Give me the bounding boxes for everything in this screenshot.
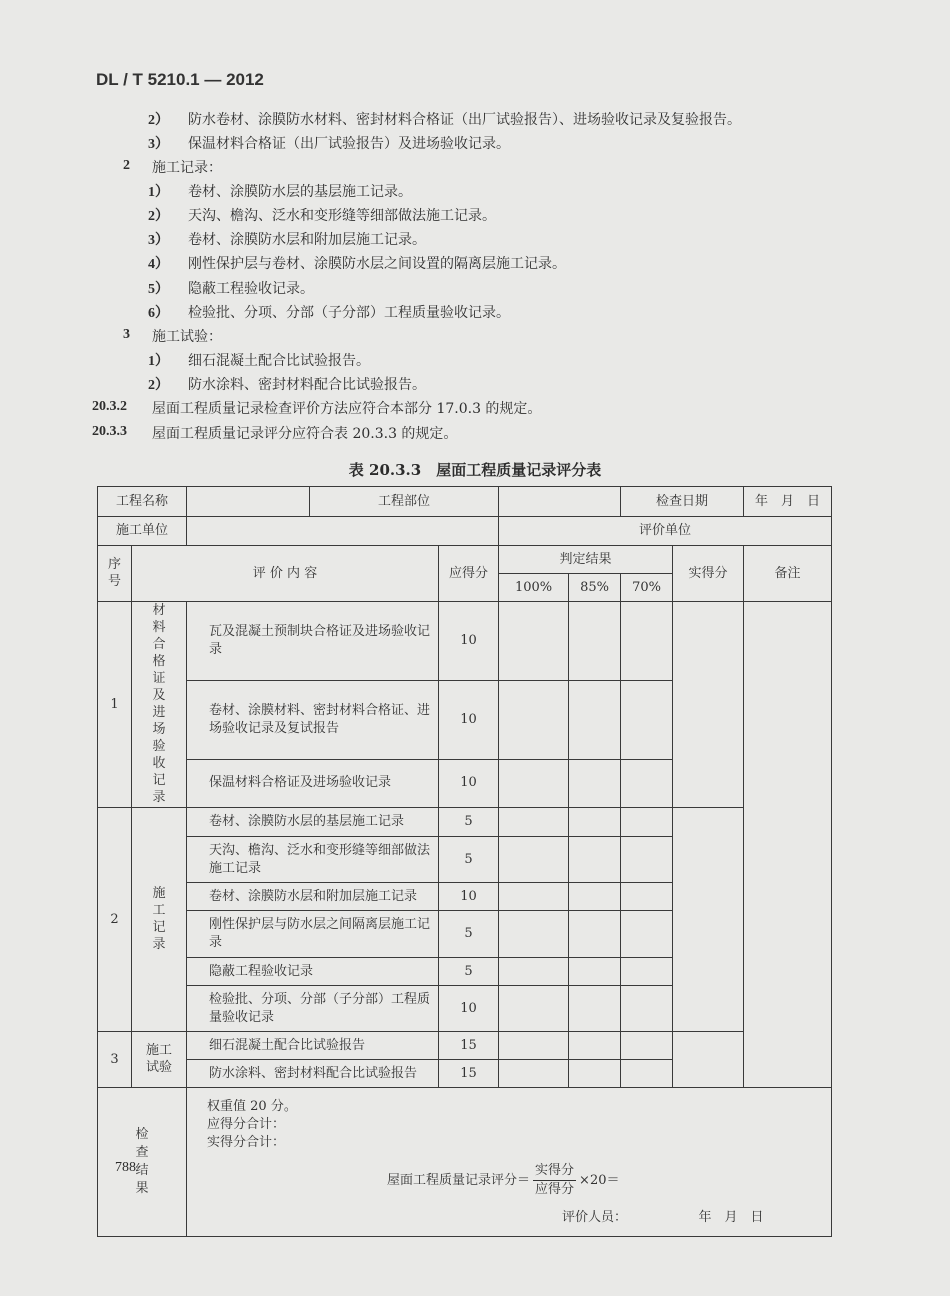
item-score: 5 bbox=[439, 837, 499, 883]
line-text: 施工记录： bbox=[152, 160, 222, 176]
item-score: 5 bbox=[439, 958, 499, 986]
line-number: 20.3.3 bbox=[92, 424, 127, 439]
line-number: 2 bbox=[123, 158, 130, 173]
col-seq: 序号 bbox=[98, 546, 132, 602]
line-text: 刚性保护层与卷材、涂膜防水层之间设置的隔离层施工记录。 bbox=[188, 256, 566, 272]
line-text: 保温材料合格证（出厂试验报告）及进场验收记录。 bbox=[188, 136, 510, 152]
text-line bbox=[123, 326, 222, 345]
evaluator-sign: 评价人员： 年 月 日 bbox=[562, 1210, 764, 1225]
score-table bbox=[97, 486, 832, 1237]
line-text: 天沟、檐沟、泛水和变形缝等细部做法施工记录。 bbox=[188, 208, 496, 224]
item-score: 10 bbox=[439, 759, 499, 807]
line-number: 3） bbox=[148, 233, 169, 248]
line-text: 防水卷材、涂膜防水材料、密封材料合格证（出厂试验报告）、进场验收记录及复验报告。 bbox=[188, 112, 741, 128]
line-number: 2） bbox=[148, 113, 169, 128]
col-actual: 实得分 bbox=[673, 546, 744, 602]
line-number: 3 bbox=[123, 327, 130, 342]
line-text: 施工试验： bbox=[152, 329, 222, 345]
line-text: 细石混凝土配合比试验报告。 bbox=[188, 353, 370, 369]
item-text: 瓦及混凝土预制块合格证及进场验收记录 bbox=[187, 602, 439, 681]
note-cell bbox=[744, 602, 832, 1088]
text-line bbox=[148, 350, 370, 370]
text-line bbox=[148, 205, 496, 225]
item-score: 10 bbox=[439, 680, 499, 759]
group-seq: 3 bbox=[98, 1032, 132, 1088]
should-total: 应得分合计： bbox=[207, 1117, 286, 1132]
text-line bbox=[92, 423, 458, 442]
project-part-value bbox=[499, 487, 621, 517]
project-name-value bbox=[187, 487, 499, 517]
item-score: 15 bbox=[439, 1032, 499, 1060]
line-text: 卷材、涂膜防水层和附加层施工记录。 bbox=[188, 232, 426, 248]
col-note: 备注 bbox=[744, 546, 832, 602]
actual-cell bbox=[673, 602, 744, 808]
line-number: 20.3.2 bbox=[92, 399, 127, 414]
text-line bbox=[148, 229, 426, 249]
item-text: 卷材、涂膜防水层的基层施工记录 bbox=[187, 808, 439, 837]
check-date-value: 年 月 日 bbox=[744, 487, 832, 517]
check-date-label: 检查日期 bbox=[621, 487, 744, 517]
text-line bbox=[148, 374, 426, 394]
item-text: 防水涂料、密封材料配合比试验报告 bbox=[187, 1060, 439, 1088]
line-text: 卷材、涂膜防水层的基层施工记录。 bbox=[188, 184, 412, 200]
col-85: 85% bbox=[569, 574, 621, 602]
item-text: 卷材、涂膜防水层和附加层施工记录 bbox=[187, 883, 439, 911]
table-caption: 表 20.3.3 屋面工程质量记录评分表 bbox=[348, 461, 602, 479]
item-score: 10 bbox=[439, 602, 499, 681]
item-score: 10 bbox=[439, 883, 499, 911]
item-text: 天沟、檐沟、泛水和变形缝等细部做法施工记录 bbox=[187, 837, 439, 883]
actual-cell bbox=[673, 808, 744, 1032]
item-score: 10 bbox=[439, 986, 499, 1032]
page-number: 788 bbox=[115, 1160, 136, 1175]
line-number: 1） bbox=[148, 354, 169, 369]
project-name-label: 工程名称 bbox=[98, 487, 187, 517]
col-should: 应得分 bbox=[439, 546, 499, 602]
line-number: 6） bbox=[148, 306, 169, 321]
line-number: 2） bbox=[148, 378, 169, 393]
text-line bbox=[148, 109, 741, 129]
document-header: DL / T 5210.1 — 2012 bbox=[96, 70, 264, 89]
weight-text: 权重值 20 分。 bbox=[207, 1099, 297, 1114]
line-number: 4） bbox=[148, 257, 169, 272]
construction-unit-value bbox=[187, 517, 499, 546]
item-text: 卷材、涂膜材料、密封材料合格证、进场验收记录及复试报告 bbox=[187, 680, 439, 759]
line-number: 2） bbox=[148, 209, 169, 224]
item-score: 5 bbox=[439, 911, 499, 958]
score-formula: 屋面工程质量记录评分＝ $\frac{\text{实得分}}{\text{应得分}}$ ×20＝ bbox=[387, 1163, 620, 1197]
conclusion-label: 检查结果 bbox=[98, 1088, 187, 1237]
line-text: 防水涂料、密封材料配合比试验报告。 bbox=[188, 377, 426, 393]
group-seq: 1 bbox=[98, 602, 132, 808]
group-seq: 2 bbox=[98, 808, 132, 1032]
actual-cell bbox=[673, 1032, 744, 1088]
project-part-label: 工程部位 bbox=[378, 493, 431, 509]
line-number: 1） bbox=[148, 185, 169, 200]
group-name: 施工记录 bbox=[132, 808, 187, 1032]
item-text: 刚性保护层与防水层之间隔离层施工记录 bbox=[187, 911, 439, 958]
line-number: 3） bbox=[148, 137, 169, 152]
col-70: 70% bbox=[621, 574, 673, 602]
text-line bbox=[148, 133, 510, 153]
item-text: 检验批、分项、分部（子分部）工程质量验收记录 bbox=[187, 986, 439, 1032]
text-line bbox=[92, 398, 542, 417]
line-text: 屋面工程质量记录检查评价方法应符合本部分 17.0.3 的规定。 bbox=[152, 401, 542, 417]
group-name: 材料合格证及进场验收记录 bbox=[132, 602, 187, 808]
line-text: 检验批、分项、分部（子分部）工程质量验收记录。 bbox=[188, 305, 510, 321]
line-text: 隐蔽工程验收记录。 bbox=[188, 281, 314, 297]
col-content: 评 价 内 容 bbox=[132, 546, 439, 602]
text-line bbox=[123, 157, 222, 176]
item-text: 隐蔽工程验收记录 bbox=[187, 958, 439, 986]
text-line bbox=[148, 302, 510, 322]
line-number: 5） bbox=[148, 282, 169, 297]
col-judge: 判定结果 bbox=[499, 546, 673, 574]
actual-total: 实得分合计： bbox=[207, 1135, 286, 1150]
item-text: 保温材料合格证及进场验收记录 bbox=[187, 759, 439, 807]
group-name: 施工试验 bbox=[132, 1032, 187, 1088]
text-line bbox=[148, 253, 566, 273]
construction-unit-label: 施工单位 bbox=[98, 517, 187, 546]
item-score: 15 bbox=[439, 1060, 499, 1088]
item-score: 5 bbox=[439, 808, 499, 837]
item-text: 细石混凝土配合比试验报告 bbox=[187, 1032, 439, 1060]
eval-unit-label: 评价单位 bbox=[499, 517, 832, 546]
text-line bbox=[148, 278, 314, 298]
col-100: 100% bbox=[499, 574, 569, 602]
text-line bbox=[148, 181, 412, 201]
conclusion-body bbox=[187, 1088, 832, 1237]
line-text: 屋面工程质量记录评分应符合表 20.3.3 的规定。 bbox=[152, 426, 458, 442]
